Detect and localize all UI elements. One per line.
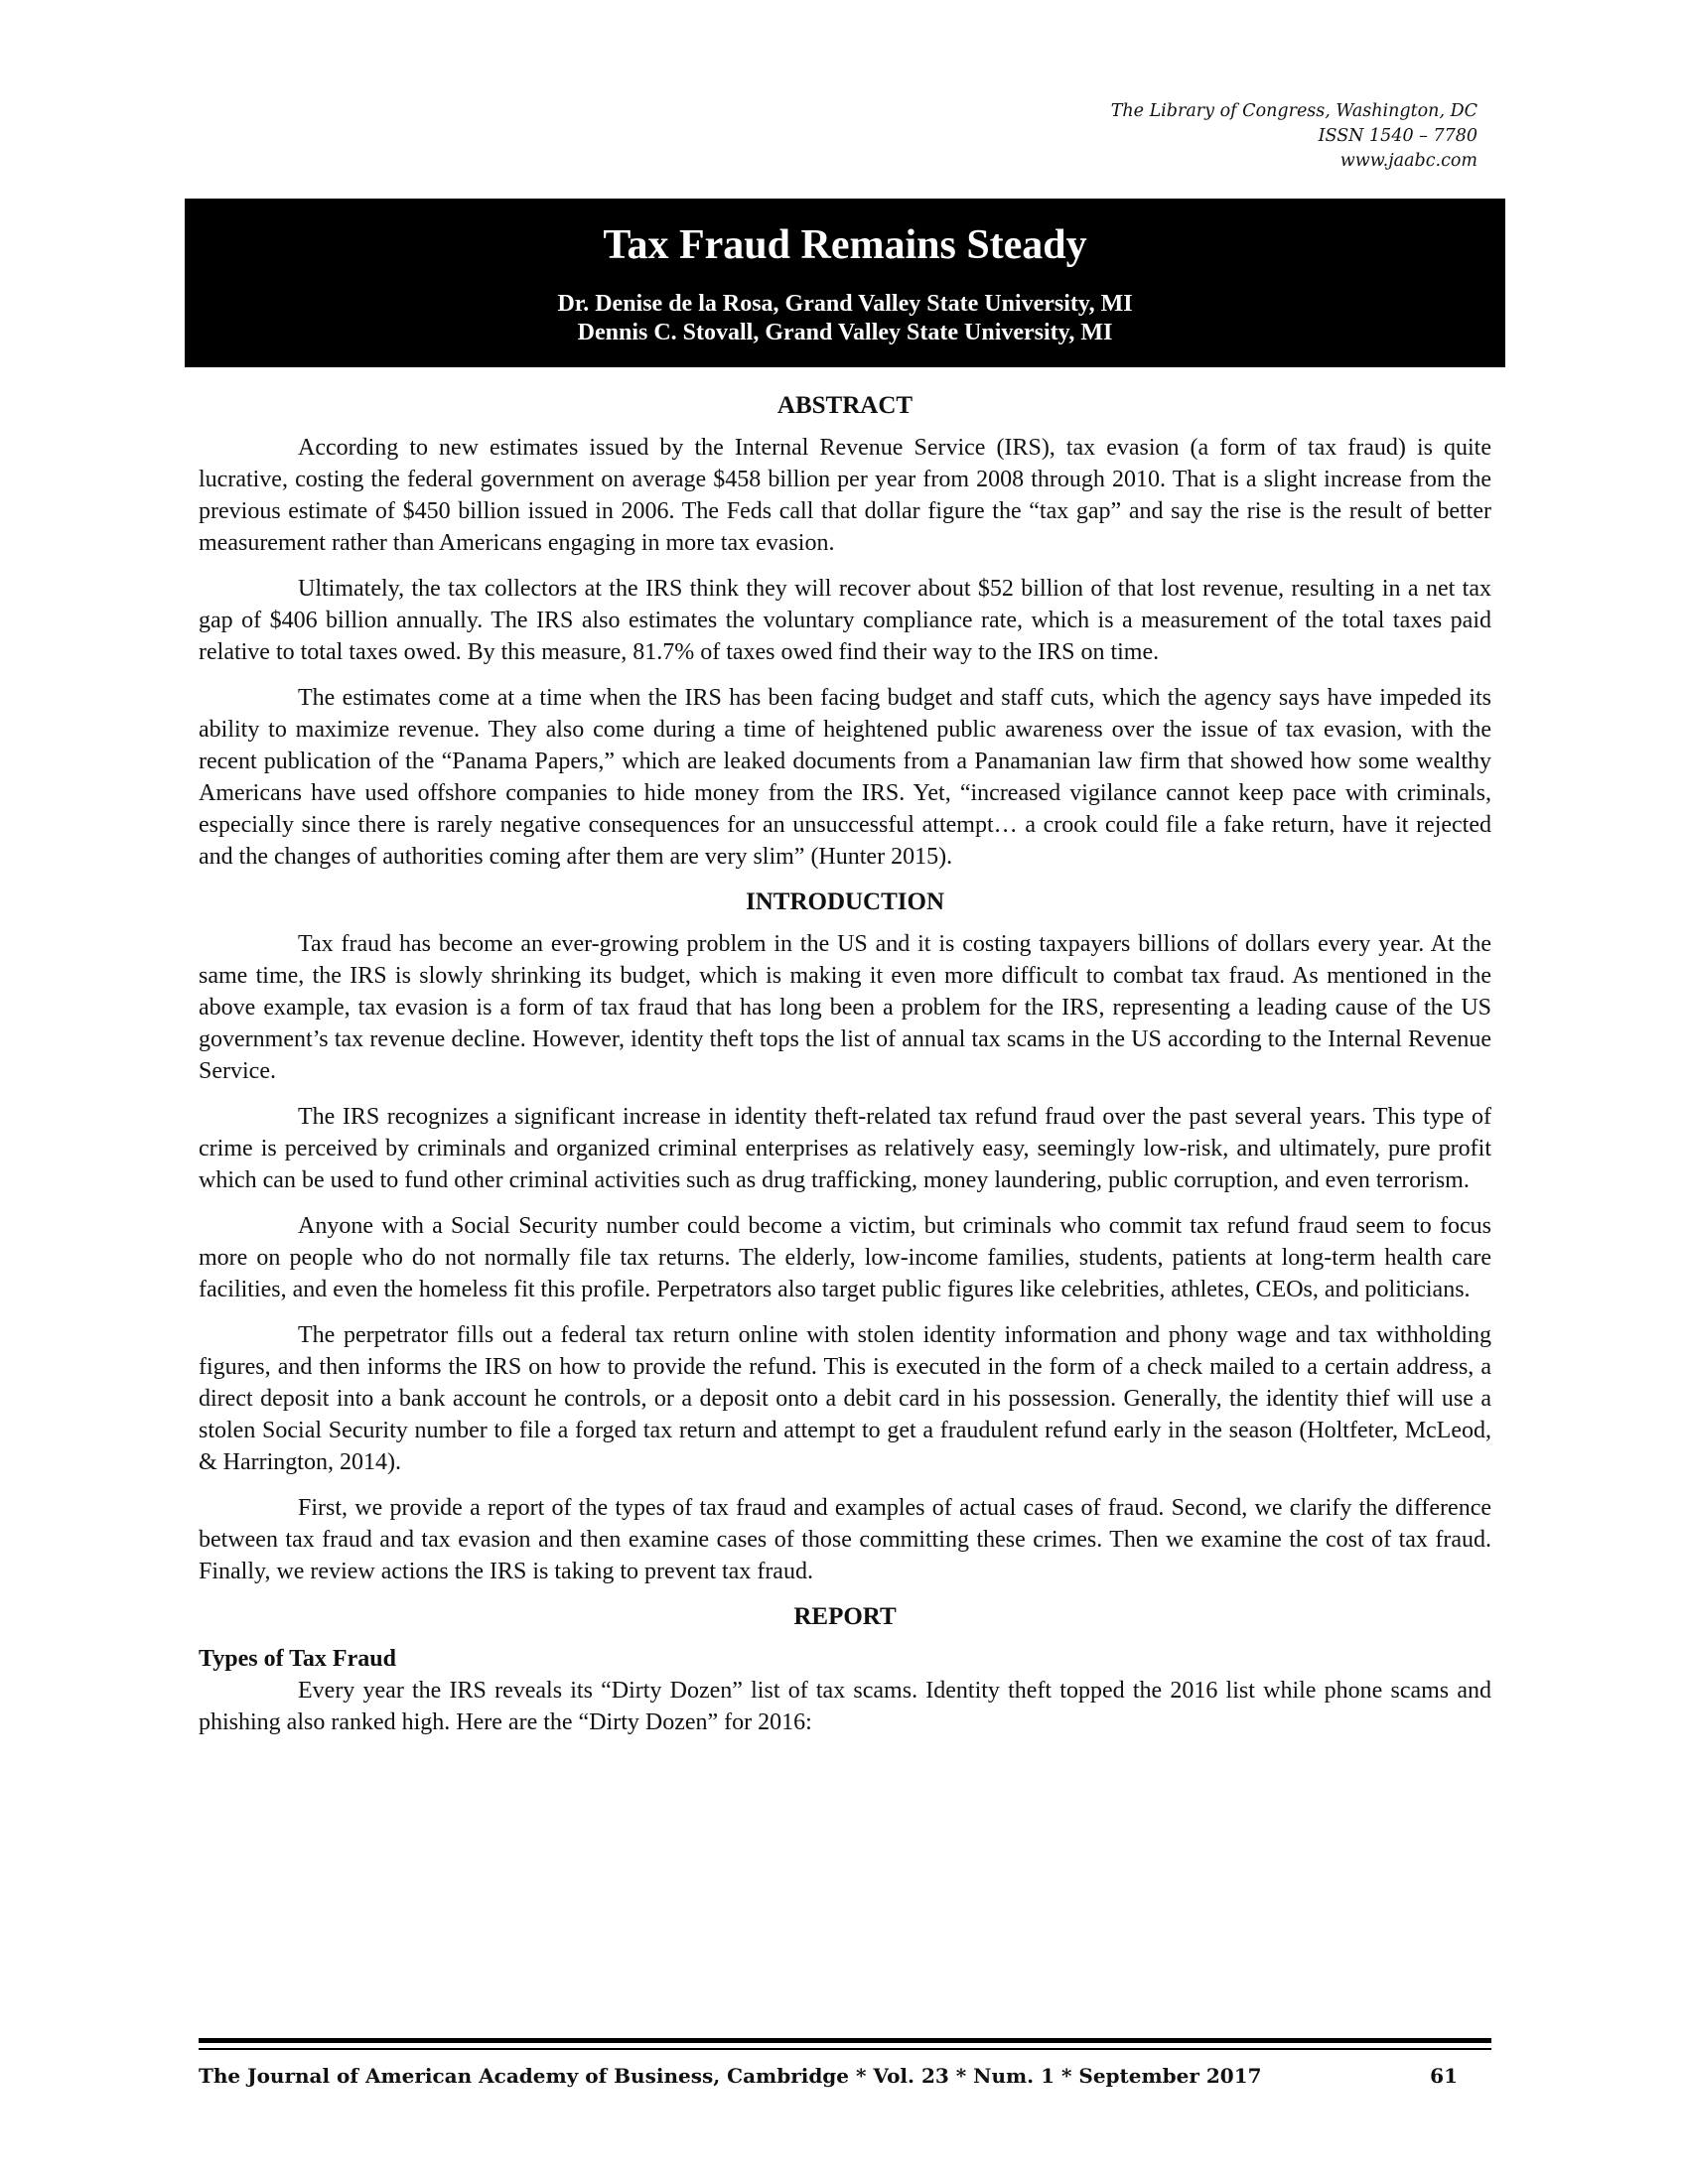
author-2: Dennis C. Stovall, Grand Valley State University, MI: [577, 320, 1113, 345]
introduction-heading: INTRODUCTION: [745, 888, 945, 915]
abstract-paragraph-2: Ultimately, the tax collectors at the IRS think they will recover about $52 billion of that lost revenue, resulting in a net tax gap of $406 billion annually. The IRS also estimates the voluntary compliance rate, which is a measurement of the total taxes paid relative to total taxes owed. By this measure, 81.7% of taxes owed find their way to the IRS on time.: [199, 576, 1491, 665]
types-of-tax-fraud-subheading: Types of Tax Fraud: [199, 1646, 396, 1672]
masthead: [1111, 99, 1477, 174]
introduction-paragraph-2: The IRS recognizes a significant increase in identity theft-related tax refund fraud over the past several years. This type of crime is perceived by criminals and organized criminal enterprises as relatively easy, seemingly low-risk, and ultimately, pure profit which can be used to fund other criminal activities such as drug trafficking, money laundering, public corruption, and even terrorism.: [199, 1104, 1491, 1193]
report-heading: REPORT: [793, 1603, 897, 1630]
introduction-paragraph-3: Anyone with a Social Security number could become a victim, but criminals who commit tax refund fraud seem to focus more on people who do not normally file tax returns. The elderly, low-income families, students, patients at long-term health care facilities, and even the homeless fit this profile. Perpetrators also target public figures like celebrities, athletes, CEOs, and politicians.: [199, 1213, 1491, 1302]
introduction-paragraph-1: Tax fraud has become an ever-growing problem in the US and it is costing taxpayers billions of dollars every year. At the same time, the IRS is slowly shrinking its budget, which is making it even more difficult to combat tax fraud. As mentioned in the above example, tax evasion is a form of tax fraud that has long been a problem for the IRS, representing a leading cause of the US government’s tax revenue decline. However, identity theft tops the list of annual tax scams in the US according to the Internal Revenue Service.: [199, 931, 1491, 1084]
report-paragraph-1: Every year the IRS reveals its “Dirty Dozen” list of tax scams. Identity theft topped the 2016 list while phone scams and phishing also ranked high. Here are the “Dirty Dozen” for 2016:: [199, 1678, 1491, 1735]
author-1: Dr. Denise de la Rosa, Grand Valley State University, MI: [557, 291, 1133, 317]
abstract-heading: ABSTRACT: [776, 392, 914, 419]
footer-rule-thick: [199, 2038, 1491, 2043]
article-title: Tax Fraud Remains Steady: [603, 222, 1087, 268]
footer-rule-thin: [199, 2048, 1491, 2050]
introduction-paragraph-5: First, we provide a report of the types of tax fraud and examples of actual cases of fraud. Second, we clarify the difference between tax fraud and tax evasion and then examine cases of those committing these crimes. Then we examine the cost of tax fraud. Finally, we review actions the IRS is taking to prevent tax fraud.: [199, 1495, 1491, 1584]
article-body: [199, 390, 1491, 1752]
title-banner: [185, 199, 1505, 367]
masthead-issn: ISSN 1540 – 7780: [1318, 126, 1477, 146]
abstract-paragraph-3: The estimates come at a time when the IRS has been facing budget and staff cuts, which the agency says have impeded its ability to maximize revenue. They also come during a time of heightened public awareness over the issue of tax evasion, with the recent publication of the “Panama Papers,” which are leaked documents from a Panamanian law firm that showed how some wealthy Americans have used offshore companies to hide money from the IRS. Yet, “increased vigilance cannot keep pace with criminals, especially since there is rarely negative consequences for an unsuccessful attempt… a crook could file a fake return, have it rejected and the changes of authorities coming after them are very slim” (Hunter 2015).: [199, 685, 1491, 870]
footer-journal-citation: The Journal of American Academy of Business, Cambridge * Vol. 23 * Num. 1 * September 2017: [199, 2064, 1262, 2088]
abstract-paragraph-1: According to new estimates issued by the Internal Revenue Service (IRS), tax evasion (a form of tax fraud) is quite lucrative, costing the federal government on average $458 billion per year from 2008 through 2010. That is a slight increase from the previous estimate of $450 billion issued in 2006. The Feds call that dollar figure the “tax gap” and say the rise is the result of better measurement rather than Americans engaging in more tax evasion.: [199, 435, 1491, 556]
introduction-paragraph-4: The perpetrator fills out a federal tax return online with stolen identity information and phony wage and tax withholding figures, and then informs the IRS on how to provide the refund. This is executed in the form of a check mailed to a certain address, a direct deposit into a bank account he controls, or a deposit onto a debit card in his possession. Generally, the identity thief will use a stolen Social Security number to file a forged tax return and attempt to get a fraudulent refund early in the season (Holtfeter, McLeod, & Harrington, 2014).: [199, 1322, 1491, 1475]
masthead-website: www.jaabc.com: [1339, 151, 1477, 171]
author-list: [185, 290, 1505, 347]
page-number: 61: [1430, 2064, 1458, 2088]
masthead-publisher: The Library of Congress, Washington, DC: [1110, 101, 1477, 121]
page-footer: [199, 2059, 1491, 2093]
